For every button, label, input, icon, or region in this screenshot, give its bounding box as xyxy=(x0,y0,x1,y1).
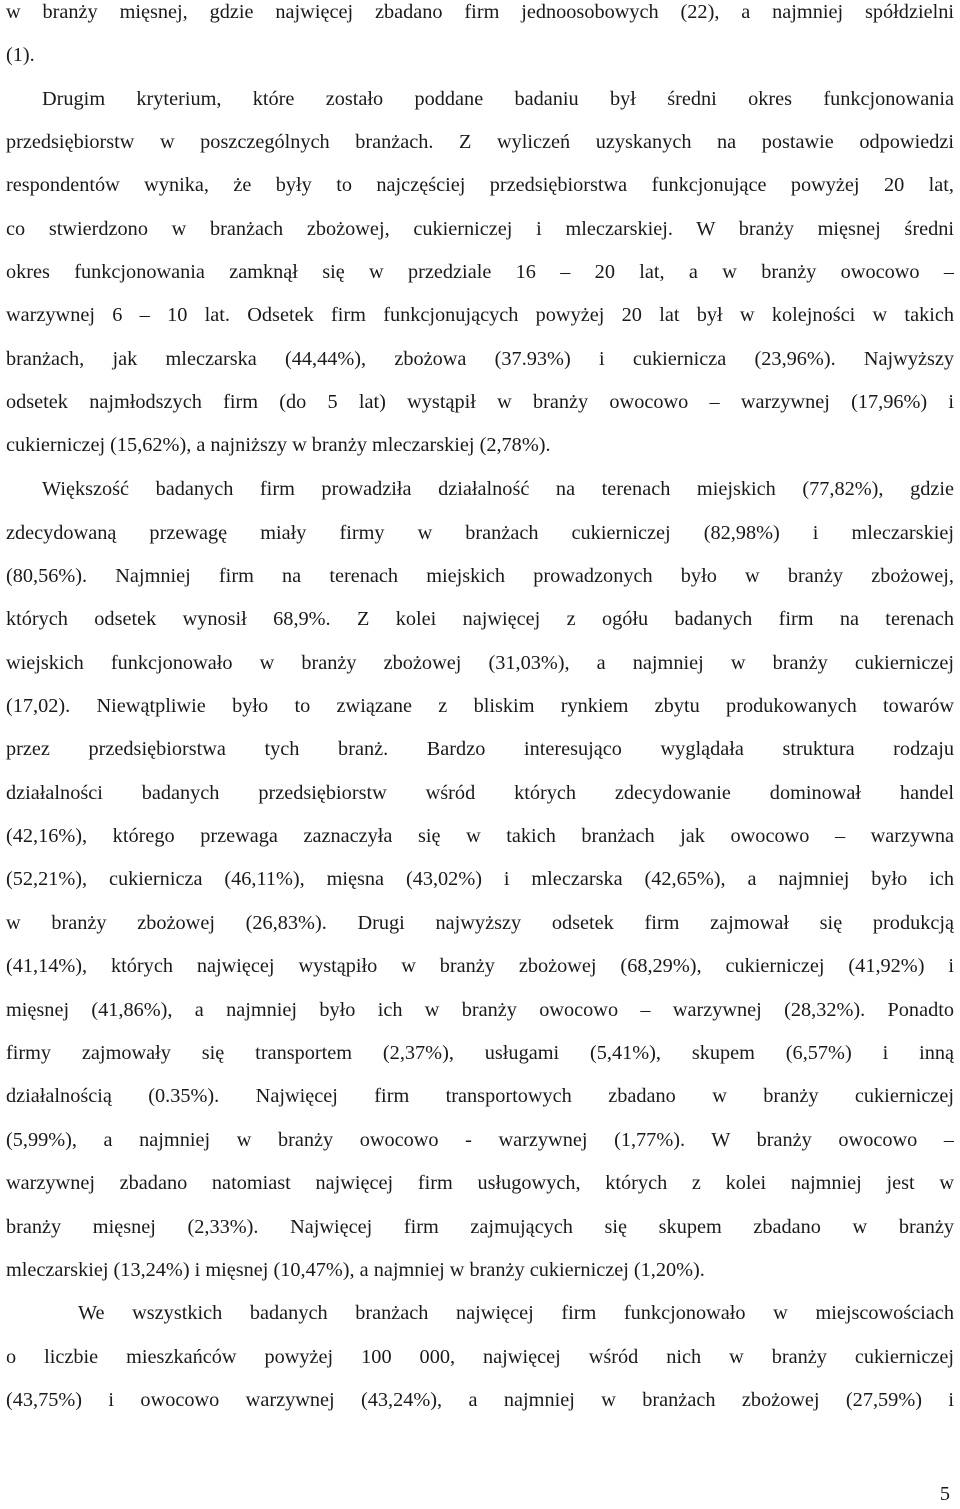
text-line: (17,02). Niewątpliwie było to związane z bliskim rynkiem zbytu produkowanych towarów xyxy=(6,695,954,717)
text-line: co stwierdzono w branżach zbożowej, cukierniczej i mleczarskiej. W branży mięsnej średni xyxy=(6,218,954,240)
text-line: działalnością (0.35%). Najwięcej firm transportowych zbadano w branży cukierniczej xyxy=(6,1085,954,1107)
text-line: (5,99%), a najmniej w branży owocowo - warzywnej (1,77%). W branży owocowo – xyxy=(6,1129,954,1151)
text-line: warzywnej zbadano natomiast najwięcej firm usługowych, których z kolei najmniej jest w xyxy=(6,1172,954,1194)
text-line: (41,14%), których najwięcej wystąpiło w branży zbożowej (68,29%), cukierniczej (41,92%) i xyxy=(6,955,954,977)
text-line: w branży mięsnej, gdzie najwięcej zbadano firm jednoosobowych (22), a najmniej spółdzielni xyxy=(6,1,954,23)
text-line: okres funkcjonowania zamknął się w przedziale 16 – 20 lat, a w branży owocowo – xyxy=(6,261,954,283)
text-line: We wszystkich badanych branżach najwięcej firm funkcjonowało w miejscowościach xyxy=(78,1302,954,1324)
text-line: firmy zajmowały się transportem (2,37%), usługami (5,41%), skupem (6,57%) i inną xyxy=(6,1042,954,1064)
text-line: przedsiębiorstw w poszczególnych branżach. Z wyliczeń uzyskanych na postawie odpowiedzi xyxy=(6,131,954,153)
text-line: w branży zbożowej (26,83%). Drugi najwyższy odsetek firm zajmował się produkcją xyxy=(6,912,954,934)
text-line: których odsetek wynosił 68,9%. Z kolei najwięcej z ogółu badanych firm na terenach xyxy=(6,608,954,630)
text-line: (80,56%). Najmniej firm na terenach miejskich prowadzonych było w branży zbożowej, xyxy=(6,565,954,587)
text-line: Większość badanych firm prowadziła działalność na terenach miejskich (77,82%), gdzie xyxy=(42,478,954,500)
text-line: cukierniczej (15,62%), a najniższy w branży mleczarskiej (2,78%). xyxy=(6,434,551,456)
text-line: respondentów wynika, że były to najczęściej przedsiębiorstwa funkcjonujące powyżej 20 lat, xyxy=(6,174,954,196)
text-line: odsetek najmłodszych firm (do 5 lat) wystąpił w branży owocowo – warzywnej (17,96%) i xyxy=(6,391,954,413)
text-line: zdecydowaną przewagę miały firmy w branżach cukierniczej (82,98%) i mleczarskiej xyxy=(6,522,954,544)
text-line: branży mięsnej (2,33%). Najwięcej firm zajmujących się skupem zbadano w branży xyxy=(6,1216,954,1238)
text-line: mięsnej (41,86%), a najmniej było ich w branży owocowo – warzywnej (28,32%). Ponadto xyxy=(6,999,954,1021)
text-line: mleczarskiej (13,24%) i mięsnej (10,47%), a najmniej w branży cukierniczej (1,20%). xyxy=(6,1259,705,1281)
text-line: wiejskich funkcjonowało w branży zbożowej (31,03%), a najmniej w branży cukierniczej xyxy=(6,652,954,674)
text-line: o liczbie mieszkańców powyżej 100 000, najwięcej wśród nich w branży cukierniczej xyxy=(6,1346,954,1368)
text-line: (1). xyxy=(6,44,35,66)
text-line: branżach, jak mleczarska (44,44%), zbożowa (37.93%) i cukiernicza (23,96%). Najwyższy xyxy=(6,348,954,370)
text-line: (43,75%) i owocowo warzywnej (43,24%), a najmniej w branżach zbożowej (27,59%) i xyxy=(6,1389,954,1411)
page-number: 5 xyxy=(939,1483,950,1505)
text-line: przez przedsiębiorstwa tych branż. Bardzo interesująco wyglądała struktura rodzaju xyxy=(6,738,954,760)
text-line: Drugim kryterium, które zostało poddane badaniu był średni okres funkcjonowania xyxy=(42,88,954,110)
text-line: warzywnej 6 – 10 lat. Odsetek firm funkcjonujących powyżej 20 lat był w kolejności w takich xyxy=(6,304,954,326)
text-line: (42,16%), którego przewaga zaznaczyła się w takich branżach jak owocowo – warzywna xyxy=(6,825,954,847)
text-line: działalności badanych przedsiębiorstw wśród których zdecydowanie dominował handel xyxy=(6,782,954,804)
text-line: (52,21%), cukiernicza (46,11%), mięsna (43,02%) i mleczarska (42,65%), a najmniej było ich xyxy=(6,868,954,890)
